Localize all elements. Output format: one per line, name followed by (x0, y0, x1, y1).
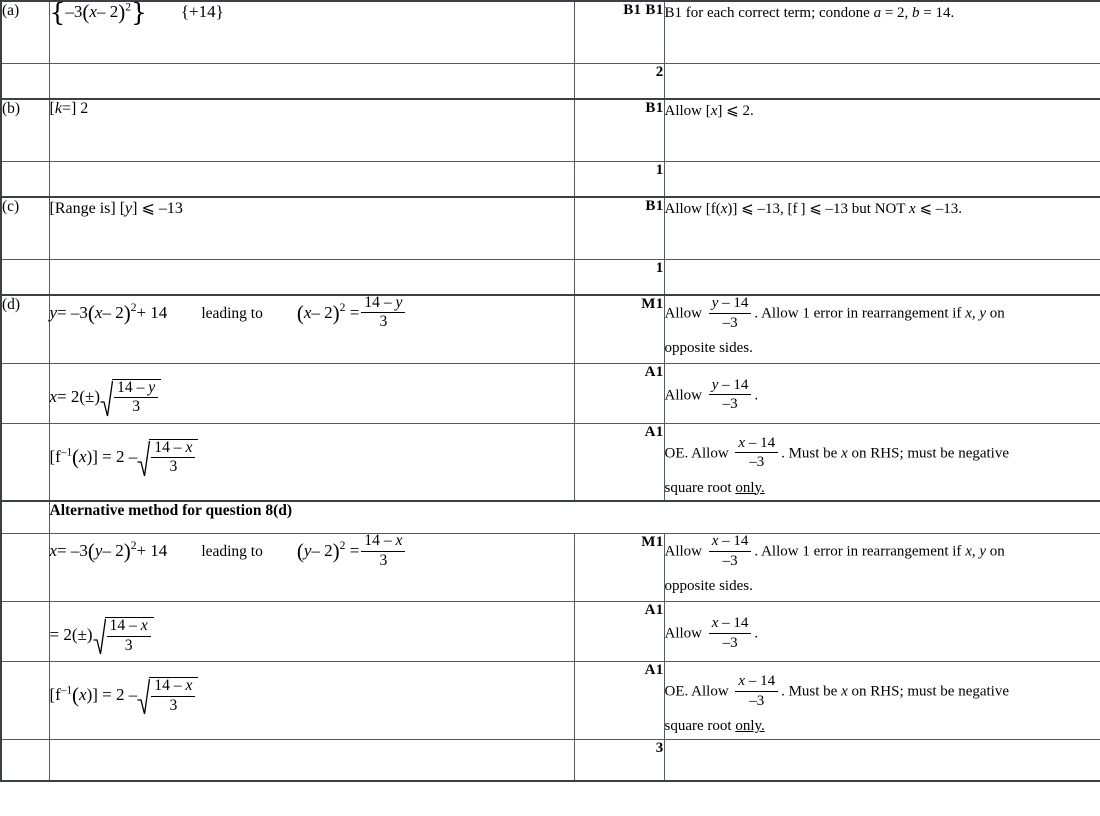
eq-2pm: = 2(±) (49, 625, 93, 645)
part-label-a: (a) (1, 1, 49, 63)
note-allow: Allow (664, 625, 706, 642)
num-var: x (738, 673, 746, 690)
eq-2pm: = 2(±) (57, 386, 101, 406)
var-b: b (912, 5, 920, 21)
notes-blank (664, 161, 1100, 197)
minus-two: – 2 (102, 541, 124, 561)
paren-close: ) (123, 300, 131, 325)
expression-alt2 (50, 616, 154, 656)
num-var: x (711, 533, 719, 550)
note-den: –3 (722, 552, 738, 569)
note-den: –3 (749, 454, 765, 470)
eq-neg3: = –3 (57, 302, 88, 322)
num-rest: – 14 (718, 533, 749, 550)
note-only-underlined: only. (735, 479, 765, 496)
table-row (1, 423, 1100, 501)
part-blank (1, 63, 49, 99)
table-row (1, 295, 1100, 363)
note-fraction (709, 377, 752, 413)
paren-close: ) (118, 0, 126, 24)
note-line2a: square root (664, 718, 736, 735)
fraction-denominator: 3 (124, 636, 133, 654)
var-x: x (965, 305, 972, 322)
var-x: x (79, 685, 87, 705)
table-row (1, 363, 1100, 423)
marks-b: B1 (574, 99, 664, 161)
note-line-2: opposite sides. (664, 340, 753, 356)
var-y: y (979, 543, 987, 560)
note-p2: )] ⩽ –13, [f ] ⩽ –13 but NOT (727, 201, 910, 217)
fraction (361, 295, 405, 331)
note-p1: Allow [f( (664, 201, 721, 217)
minus-two-2: – 2 (311, 302, 333, 322)
notes-d1 (664, 295, 1100, 363)
table-row-total-a (1, 63, 1100, 99)
num-var: x (185, 677, 193, 695)
note-comma: , (971, 543, 980, 560)
num-rest: – 14 (718, 615, 749, 632)
working-d3 (49, 423, 574, 501)
fraction-denominator: 3 (379, 551, 388, 569)
fraction-denominator: 3 (379, 313, 388, 331)
notes-alt2 (664, 602, 1100, 662)
var-x: x (49, 386, 58, 406)
var-x: x (965, 543, 972, 560)
total-marks-a: 2 (574, 63, 664, 99)
expression-d3 (50, 438, 199, 478)
num-rest: – 14 (718, 295, 749, 311)
minus-two: – 2 (96, 2, 119, 21)
radicand (149, 439, 198, 477)
note-den: –3 (722, 634, 738, 651)
plus-14: + 14 (136, 541, 168, 561)
table-row (1, 662, 1100, 739)
working-alt1 (49, 534, 574, 602)
note-num (709, 295, 752, 314)
table-row-total-d (1, 739, 1100, 781)
working-blank (49, 739, 574, 781)
expression-a-second: {+14} (180, 2, 224, 21)
leading-to-label: leading to (201, 543, 263, 561)
notes-blank (664, 259, 1100, 295)
minus-two: – 2 (102, 302, 124, 322)
plus-14: + 14 (136, 302, 168, 322)
note-mid: . Must be (781, 683, 842, 700)
notes-a (664, 1, 1100, 63)
note-num (709, 615, 752, 634)
paren-open: ( (72, 683, 80, 708)
note-only-underlined: only. (735, 718, 765, 735)
part-blank (1, 259, 49, 295)
marks-alt3: A1 (574, 662, 664, 739)
expression-a (49, 0, 224, 27)
note-on: on (986, 305, 1005, 322)
table-row-alt-header (1, 501, 1100, 534)
var-a: a (873, 5, 882, 21)
working-a (49, 1, 574, 63)
var-x: x (89, 2, 97, 21)
table-row (1, 602, 1100, 662)
note-allow: Allow (664, 543, 706, 560)
part-blank (1, 161, 49, 197)
working-blank (49, 63, 574, 99)
notes-blank (664, 63, 1100, 99)
note-mid: . Must be (781, 444, 842, 461)
marks-alt1: M1 (574, 534, 664, 602)
note-num (709, 377, 752, 396)
working-alt2 (49, 602, 574, 662)
note-rest: ] ⩽ 2. (717, 103, 754, 119)
num-14: 14 – (117, 378, 149, 396)
num-14: 14 – (109, 617, 141, 635)
paren-close: ) (123, 539, 131, 564)
working-c (49, 197, 574, 259)
var-y: y (49, 302, 58, 322)
note-rhs: on RHS; must be negative (847, 683, 1010, 700)
minus-two-2: – 2 (311, 541, 333, 561)
notes-d2 (664, 363, 1100, 423)
note-on: on (986, 543, 1005, 560)
notes-blank (664, 739, 1100, 781)
f-open: [f (49, 685, 61, 705)
fraction (361, 533, 405, 569)
num-14: 14 – (364, 294, 396, 311)
note-eq-b: = 14. (919, 5, 955, 21)
num-var: x (140, 617, 148, 635)
eq-neg3: = –3 (57, 541, 88, 561)
square-root (137, 438, 198, 478)
note-den: –3 (749, 692, 765, 709)
radicand (105, 617, 154, 655)
brace-open: { (49, 0, 66, 27)
working-alt3 (49, 662, 574, 739)
coef-neg3: –3 (65, 2, 83, 21)
fraction-denominator: 3 (169, 458, 178, 475)
fraction (114, 380, 158, 416)
note-num (735, 673, 778, 692)
var-y-2: y (303, 541, 312, 561)
table-row-total-b (1, 161, 1100, 197)
var-x: x (841, 683, 848, 700)
part-label-b: (b) (1, 99, 49, 161)
working-b (49, 99, 574, 161)
note-line-2 (665, 715, 1100, 738)
var-k: k (54, 100, 62, 118)
num-var: x (738, 434, 746, 451)
note-text: B1 for each correct term; condone (664, 5, 874, 21)
note-line-2: opposite sides. (664, 578, 753, 595)
equals: = (345, 302, 360, 322)
var-x-2: x (303, 302, 312, 322)
part-blank (1, 662, 49, 739)
notes-c (664, 197, 1100, 259)
note-fraction (709, 615, 752, 651)
square-root (137, 676, 198, 716)
part-blank (1, 602, 49, 662)
num-var: x (185, 438, 193, 456)
range-suffix: ] ⩽ –13 (132, 200, 183, 217)
marks-d1: M1 (574, 295, 664, 363)
total-marks-c: 1 (574, 259, 664, 295)
table-row-total-c (1, 259, 1100, 295)
var-x-2: x (909, 201, 916, 217)
part-label-c: (c) (1, 197, 49, 259)
fraction-numerator (114, 380, 158, 398)
note-eq-a: = 2, (881, 5, 913, 21)
note-allow: Allow (664, 305, 706, 322)
exponent-2-2: 2 (339, 301, 346, 315)
fraction-numerator (107, 618, 151, 636)
var-x: x (841, 444, 848, 461)
part-blank (1, 501, 49, 534)
note-allow: Allow [ (664, 103, 711, 119)
fraction (151, 440, 195, 476)
note-fraction (735, 673, 778, 709)
note-p3: ⩽ –13. (915, 201, 963, 217)
exponent-2: 2 (130, 301, 137, 315)
fraction (151, 678, 195, 714)
var-x-1: x (720, 201, 728, 217)
num-var: y (711, 376, 719, 393)
inverse-exponent: –1 (60, 445, 73, 458)
num-var: y (148, 378, 156, 396)
value-k: =] 2 (61, 100, 89, 118)
inverse-exponent: –1 (60, 684, 73, 697)
notes-alt3 (664, 662, 1100, 739)
notes-d3 (664, 423, 1100, 501)
fraction-numerator (151, 678, 195, 696)
note-allow: Allow (664, 386, 706, 403)
num-var: x (711, 615, 719, 632)
exponent-2: 2 (125, 0, 131, 14)
num-14: 14 – (154, 677, 186, 695)
alternative-method-header: Alternative method for question 8(d) (49, 501, 1100, 534)
f-open: [f (49, 446, 61, 466)
table-row (1, 99, 1100, 161)
f-close: )] = 2 – (86, 685, 138, 705)
expression-d1 (50, 296, 408, 332)
part-blank (1, 363, 49, 423)
part-blank (1, 739, 49, 781)
brace-close: } (130, 0, 147, 27)
var-y: y (125, 200, 133, 217)
paren-open-2: ( (296, 300, 304, 325)
exponent-2: 2 (130, 539, 137, 553)
working-d2 (49, 363, 574, 423)
marks-d3: A1 (574, 423, 664, 501)
total-marks-d: 3 (574, 739, 664, 781)
num-14: 14 – (154, 438, 186, 456)
note-oe: OE. Allow (664, 444, 733, 461)
marks-a: B1 B1 (574, 1, 664, 63)
radicand (149, 677, 198, 715)
note-line-2 (665, 477, 1100, 500)
paren-open-2: ( (296, 539, 304, 564)
fraction-numerator (151, 440, 195, 458)
var-x: x (49, 541, 58, 561)
fraction (107, 618, 151, 654)
fraction-denominator: 3 (132, 398, 141, 415)
num-var: y (711, 295, 719, 311)
note-mid: . Allow 1 error in rearrangement if (754, 543, 966, 560)
num-var: y (395, 294, 403, 311)
note-rhs: on RHS; must be negative (847, 444, 1010, 461)
range-prefix: [Range is] [ (49, 200, 126, 217)
expression-b (50, 100, 89, 118)
leading-to-label: leading to (201, 304, 263, 322)
working-d1 (49, 295, 574, 363)
square-root (93, 616, 154, 656)
var-x: x (79, 446, 87, 466)
part-blank (1, 423, 49, 501)
note-den: –3 (722, 396, 738, 412)
f-close: )] = 2 – (86, 446, 138, 466)
paren-open: ( (87, 539, 95, 564)
bracket-open: [ (49, 100, 55, 118)
paren-close-2: ) (332, 300, 340, 325)
num-14: 14 – (364, 532, 396, 550)
note-fraction (735, 435, 778, 471)
note-fraction (709, 533, 752, 569)
var-y: y (979, 305, 987, 322)
table-row (1, 197, 1100, 259)
radicand (112, 379, 161, 417)
paren-open: ( (72, 444, 80, 469)
part-label-d: (d) (1, 295, 49, 363)
part-blank (1, 534, 49, 602)
note-oe: OE. Allow (664, 683, 733, 700)
marks-alt2: A1 (574, 602, 664, 662)
num-rest: – 14 (745, 673, 776, 690)
note-line2a: square root (664, 479, 736, 496)
num-var: x (395, 532, 403, 550)
note-period: . (754, 625, 759, 642)
working-blank (49, 259, 574, 295)
marks-c: B1 (574, 197, 664, 259)
note-mid: . Allow 1 error in rearrangement if (754, 305, 966, 322)
var-x: x (94, 302, 103, 322)
square-root (100, 378, 161, 418)
notes-b (664, 99, 1100, 161)
exponent-2-2: 2 (339, 539, 346, 553)
paren-open: ( (87, 300, 95, 325)
note-period: . (754, 386, 759, 403)
paren-open: ( (82, 0, 90, 24)
num-rest: – 14 (745, 434, 776, 451)
working-blank (49, 161, 574, 197)
fraction-denominator: 3 (169, 696, 178, 714)
notes-alt1 (664, 534, 1100, 602)
note-num (709, 533, 752, 552)
paren-close-2: ) (332, 539, 340, 564)
fraction-numerator (361, 295, 405, 313)
expression-alt1 (50, 534, 408, 570)
var-x: x (710, 103, 718, 119)
marks-d2: A1 (574, 363, 664, 423)
note-num (735, 435, 778, 454)
total-marks-b: 1 (574, 161, 664, 197)
note-comma: , (971, 305, 980, 322)
table-row (1, 534, 1100, 602)
equals: = (345, 541, 360, 561)
fraction-numerator (361, 533, 405, 551)
var-y: y (94, 541, 103, 561)
expression-c (50, 198, 183, 218)
expression-alt3 (50, 676, 199, 716)
table-row (1, 1, 1100, 63)
expression-d2 (50, 378, 162, 418)
note-fraction (709, 295, 752, 331)
note-den: –3 (722, 314, 738, 331)
num-rest: – 14 (718, 376, 749, 393)
